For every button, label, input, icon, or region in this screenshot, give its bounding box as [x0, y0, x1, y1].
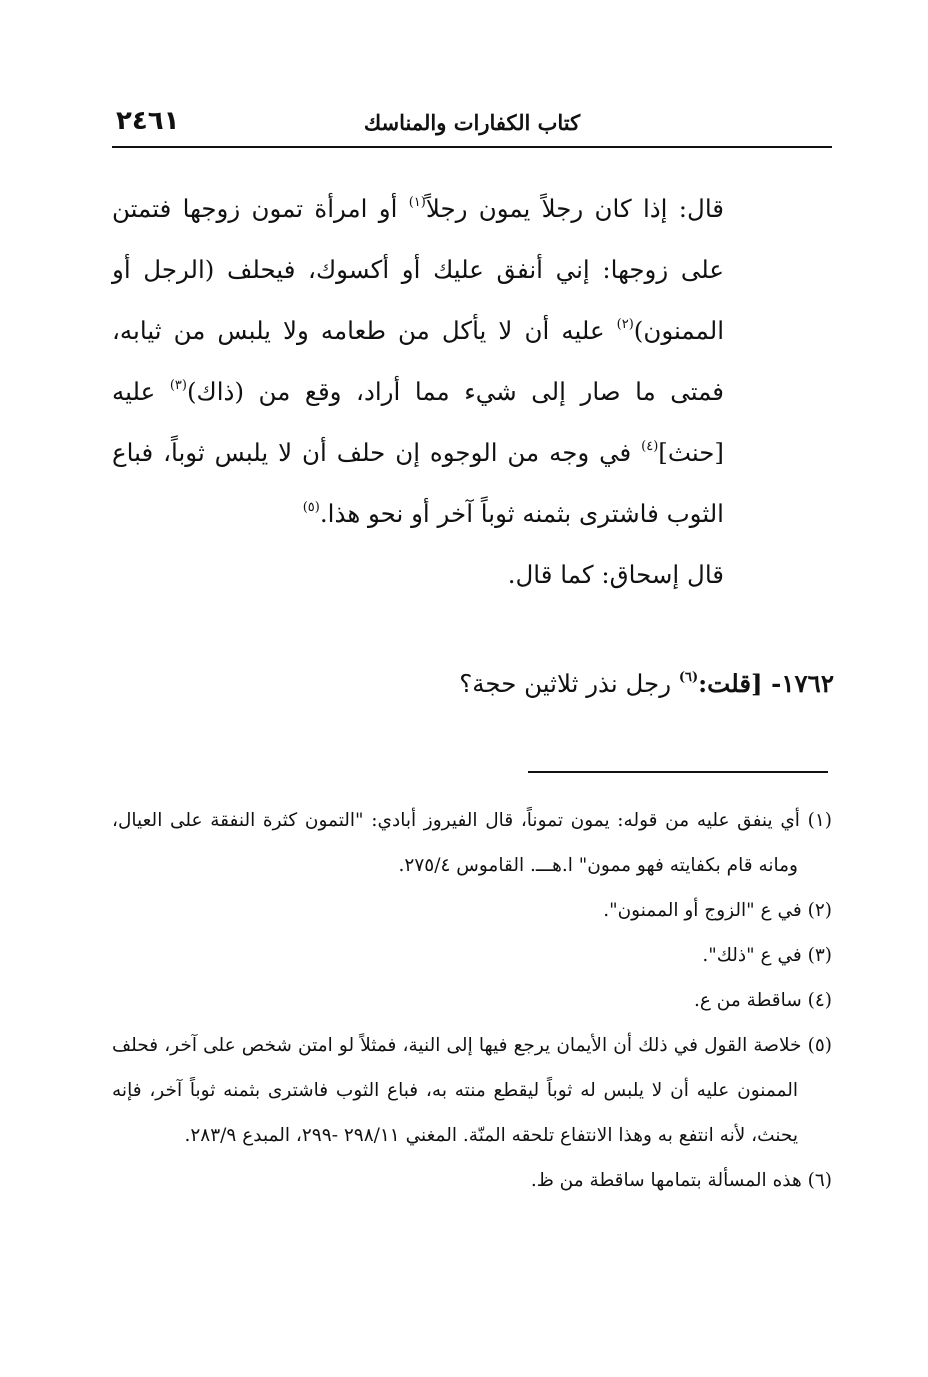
footnotes: [112, 798, 832, 1203]
main-text: [112, 178, 724, 605]
footnote-6: (٦) هذه المسألة بتمامها ساقطة من ظ.: [530, 1170, 832, 1191]
running-title: كتاب الكفارات والمناسك: [363, 110, 581, 135]
footnote-3: (٣) في ع "ذلك".: [702, 945, 832, 966]
paragraph-question: [112, 178, 724, 544]
page-number: ٢٤٦١: [116, 106, 180, 136]
footnote-marker-4: (٤): [641, 438, 659, 454]
header-rule: [112, 146, 832, 148]
issue-bracket: [قلت:: [698, 669, 763, 698]
issue-heading: [112, 656, 834, 712]
running-header: [112, 106, 832, 142]
footnote-1: (١) أي ينفق عليه من قوله: يمون تموناً، قال الفيروز أبادي: "التمون كثرة النفقة على العيال، ومانه قام بكفايته فهو ممون" ا.هـــ. القاموس ٢٧٥/٤.: [112, 810, 832, 876]
paragraph-ishaq: قال إسحاق: كما قال.: [507, 560, 724, 589]
footnote-marker-5: (٥): [302, 499, 320, 515]
footnote-marker-2: (٢): [616, 316, 634, 332]
text-segment: عليه [حنث]: [112, 377, 724, 467]
text-segment: عليه أن لا يأكل من طعامه ولا يلبس من ثيابه، فمتى ما صار إلى شيء مما أراد، وقع من (ذاك): [112, 316, 724, 406]
text-segment: أو امرأة تمون زوجها فتمتن على زوجها: إني أنفق عليك أو أكسوك، فيحلف (الرجل أو الممنون): [112, 194, 724, 345]
footnote-marker-1: (١): [408, 194, 426, 210]
issue-text: رجل نذر ثلاثين حجة؟: [459, 669, 679, 698]
footnote-separator: [528, 771, 828, 773]
text-segment: في وجه من الوجوه إن حلف أن لا يلبس ثوباً، فباع الثوب فاشترى بثمنه ثوباً آخر أو نحو هذا.: [112, 438, 724, 528]
footnote-5: (٥) خلاصة القول في ذلك أن الأيمان يرجع فيها إلى النية، فمثلاً لو امتن شخص على آخر، فحلف الممنون عليه أن لا يلبس له ثوباً ليقطع منته به، فباع الثوب فاشترى بثمنه ثوباً آخر، فإنه يحنث، لأنه انتفع به وهذا الانتفاع تلحقه المنّة. المغني ٢٩٨/١١ -٢٩٩، المبدع ٢٨٣/٩.: [112, 1035, 832, 1146]
text-segment: قال: إذا كان رجلاً يمون رجلاً: [425, 194, 724, 223]
footnote-marker-6: (٦): [678, 669, 699, 685]
issue-number: ١٧٦٢-: [762, 669, 834, 698]
footnote-4: (٤) ساقطة من ع.: [693, 990, 832, 1011]
footnote-marker-3: (٣): [169, 377, 187, 393]
footnote-2: (٢) في ع "الزوج أو الممنون".: [603, 900, 832, 921]
